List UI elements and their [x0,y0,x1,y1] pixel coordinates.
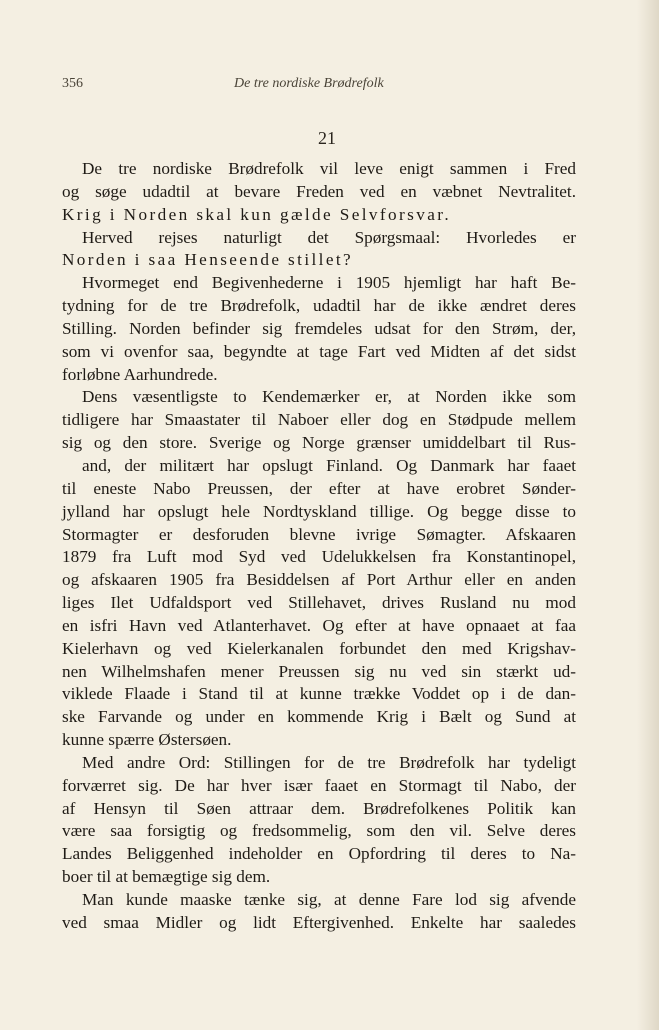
text-line: Herved rejses naturligt det Spørgsmaal: Hvorledes er [82,227,576,247]
text-line: liges Ilet Udfaldsport ved Stillehavet, drives Rusland nu mod [62,593,576,613]
text-line: Man kunde maaske tænke sig, at denne Fare lod sig afvende [82,890,576,909]
text-line: tidligere har Smaastater til Naboer eller dog en Stødpude mellem [62,410,576,430]
text-line: Stilling. Norden befinder sig fremdeles udsat for den Strøm, der, [62,318,576,338]
text-line: som vi ovenfor saa, begyndte at tage Fart ved Midten af det sidst [62,341,576,361]
text-line: Dens væsentligste to Kendemærker er, at Norden ikke som [82,387,576,407]
text-line: and, der militært har opslugt Finland. Og Danmark har faaet [82,455,576,475]
text-line: nen Wilhelmshafen mener Preussen sig nu ved sin stærkt ud- [62,661,576,681]
text-line: De tre nordiske Brødrefolk vil leve enigt sammen i Fred [82,159,576,178]
text-line: Med andre Ord: Stillingen for de tre Brødrefolk har tydeligt [82,752,576,772]
page-number: 356 [62,76,83,91]
text-line: forværret sig. De har hver især faaet en Stormagt til Nabo, der [62,775,576,795]
text-line: Kielerhavn og ved Kielerkanalen forbundet den med Krigshav- [62,638,576,658]
text-line: 1879 fra Luft mod Syd ved Udelukkelsen fra Konstantinopel, [62,547,576,567]
text-line: en isfri Havn ved Atlanterhavet. Og efter at have opnaaet at faa [62,615,576,635]
text-line: tydning for de tre Brødrefolk, udadtil har de ikke ændret deres [62,296,576,316]
text-line: og søge udadtil at bevare Freden ved en væbnet Nevtralitet. [62,181,576,201]
chapter-number: 21 [318,128,336,148]
text-line: være saa forsigtig og fredsommelig, som den vil. Selve deres [62,821,576,841]
text-line: ved smaa Midler og lidt Eftergivenhed. Enkelte har saaledes [62,912,576,932]
text-line: og afskaaren 1905 fra Besiddelsen af Port Arthur eller en anden [62,570,576,590]
text-line: Stormagter er desforuden blevne ivrige Sømagter. Afskaaren [62,524,576,544]
text-line: sig og den store. Sverige og Norge grænser umiddelbart til Rus- [62,433,576,453]
running-head [62,76,582,96]
text-line: boer til at bemægtige sig dem. [62,867,271,887]
running-title: De tre nordiske Brødrefolk [234,76,384,91]
text-line: Norden i saa Henseende stillet? [62,250,354,270]
text-line: jylland har opslugt hele Nordtyskland tillige. Og begge disse to [62,501,576,521]
text-line: til eneste Nabo Preussen, der efter at have erobret Sønder- [62,478,576,498]
text-line: forløbne Aarhundrede. [62,364,218,384]
text-line: ske Farvande og under en kommende Krig i Bælt og Sund at [62,707,576,727]
text-line: af Hensyn til Søen attraar dem. Brødrefolkenes Politik kan [62,798,576,818]
text-line: Krig i Norden skal kun gælde Selvforsvar. [62,204,452,224]
page-edge-shadow [637,0,659,1030]
text-line: Hvormeget end Begivenhederne i 1905 hjemligt har haft Be- [82,273,576,293]
body-text [62,158,576,935]
text-line: Landes Beliggenhed indeholder en Opfordring til deres to Na- [62,844,576,864]
text-line: kunne spærre Østersøen. [62,730,232,750]
text-line: viklede Flaade i Stand til at kunne trække Voddet op i de dan- [62,684,576,704]
